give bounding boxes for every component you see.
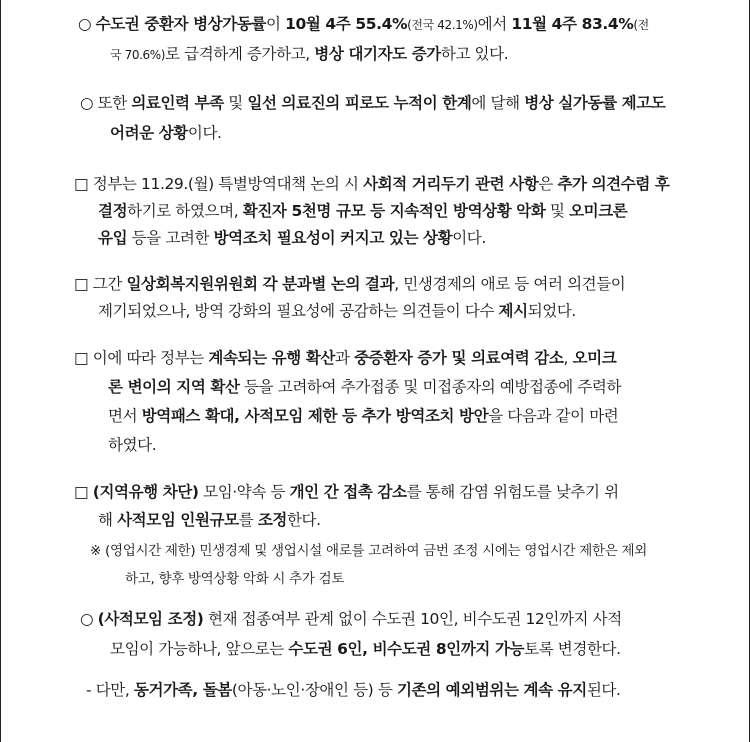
bold-text-segment: 유입 (98, 229, 128, 247)
text-segment: (전 (633, 18, 649, 32)
text-line (98, 508, 321, 530)
bold-text-segment: 병상 대기자도 증가 (314, 45, 441, 63)
bold-text-segment: 11월 4주 83.4% (511, 15, 634, 33)
text-segment: 모임이 가능하나, 앞으로는 (110, 640, 289, 658)
text-line (80, 91, 665, 113)
bold-text-segment: 일상회복지원위원회 각 분과별 논의 결과 (126, 275, 395, 293)
bold-text-segment: 사적모임 인원규모 (117, 511, 239, 529)
text-line (108, 375, 621, 397)
bold-text-segment: 의료인력 부족 (131, 94, 224, 112)
text-line (110, 637, 621, 659)
text-line (98, 226, 486, 248)
bold-text-segment: (사적모임 조정) (97, 610, 204, 628)
bold-text-segment: 수도권 6인, 비수도권 8인까지 가능 (288, 640, 525, 658)
text-segment: 에 달해 (471, 94, 525, 112)
text-segment: 은 (538, 175, 558, 193)
text-segment: 되었다. (527, 302, 576, 320)
text-segment: 하고 있다. (440, 45, 509, 63)
bold-text-segment: 동거가족, 돌봄 (133, 681, 232, 699)
bold-text-segment: 오미크론 (569, 202, 628, 220)
text-line (74, 172, 669, 194)
text-segment: 제기되었으나, 방역 강화의 필요성에 공감하는 의견들이 다수 (98, 302, 499, 320)
text-segment: 및 (223, 94, 248, 112)
bold-text-segment: 사회적 거리두기 관련 사항 (363, 175, 539, 193)
text-segment: 해 (98, 511, 118, 529)
text-line (110, 121, 222, 143)
text-segment: □ (74, 483, 93, 501)
text-segment: 에서 (477, 15, 512, 33)
text-line (98, 299, 576, 321)
text-segment: , (563, 349, 573, 367)
text-line (86, 678, 621, 700)
text-segment: 를 통해 감염 위험도를 낮추기 위 (406, 483, 619, 501)
text-line (74, 272, 625, 294)
bold-text-segment: 병상 실가동률 제고도 (524, 94, 666, 112)
text-line (98, 199, 627, 221)
bold-text-segment: 결정 (98, 202, 128, 220)
text-segment: 하였다. (108, 436, 157, 454)
bold-text-segment: 개인 간 접촉 감소 (289, 483, 407, 501)
bold-text-segment: 기존의 예외범위는 계속 유지 (396, 681, 587, 699)
text-segment: 를 (238, 511, 258, 529)
text-line (74, 480, 619, 502)
text-segment: 이다. (452, 229, 486, 247)
text-line (74, 346, 616, 368)
bold-text-segment: 방역조치 필요성이 커지고 있는 상황 (213, 229, 453, 247)
text-line (108, 404, 618, 426)
text-segment: □ 이에 따라 정부는 (74, 349, 209, 367)
text-segment: □ 그간 (74, 275, 127, 293)
bold-text-segment: 계속되는 유행 확산 (208, 349, 335, 367)
text-segment: 과 (334, 349, 355, 367)
bold-text-segment: 제시 (498, 302, 528, 320)
text-segment: 한다. (286, 511, 321, 529)
text-line (90, 539, 647, 559)
text-line (78, 12, 649, 34)
text-segment: 이 (265, 15, 286, 33)
bold-text-segment: 론 변이의 지역 확산 (108, 378, 240, 396)
bold-text-segment: 방역패스 확대, 사적모임 제한 등 추가 방역조치 방안 (141, 407, 489, 425)
text-segment: , 민생경제의 애로 등 여러 의견들이 (394, 275, 626, 293)
bold-text-segment: (지역유행 차단) (92, 483, 199, 501)
text-segment: 등을 고려한 (127, 229, 214, 247)
bold-text-segment: 확진자 5천명 규모 등 지속적인 방역상황 악화 (242, 202, 546, 220)
bold-text-segment: 일선 의료진의 피로도 누적이 한계 (247, 94, 472, 112)
text-segment: ○ (80, 610, 98, 628)
text-segment: (아동·노인·장애인 등) 등 (231, 681, 397, 699)
text-segment: 로 급격하게 증가하고, (165, 45, 315, 63)
text-segment: ○ 또한 (80, 94, 132, 112)
text-segment: 하고, 향후 방역상황 악화 시 추가 검토 (125, 571, 345, 587)
text-segment: ○ (78, 15, 96, 33)
bold-text-segment: 오미크 (572, 349, 617, 367)
text-segment: □ 정부는 11.29.(월) 특별방역대책 논의 시 (74, 175, 364, 193)
bold-text-segment: 10월 4주 55.4% (285, 15, 408, 33)
text-segment: ※ (영업시간 제한) 민생경제 및 생업시설 애로를 고려하여 금번 조정 시에는 영업시간 제한은 제외 (90, 543, 647, 559)
text-segment: 하기로 하였으며, (127, 202, 243, 220)
text-segment: 및 (545, 202, 570, 220)
text-line (110, 42, 508, 64)
bold-text-segment: 어려운 상황 (110, 124, 188, 142)
text-segment: 국 70.6%) (110, 48, 166, 62)
text-line (125, 567, 344, 587)
text-segment: - 다만, (86, 681, 134, 699)
text-segment: 모임·약속 등 (198, 483, 290, 501)
bold-text-segment: 추가 의견수렴 후 (557, 175, 670, 193)
text-segment: 토록 변경한다. (524, 640, 621, 658)
bold-text-segment: 중증환자 증가 및 의료여력 감소 (354, 349, 564, 367)
text-segment: 현재 접종여부 관계 없이 수도권 10인, 비수도권 12인까지 사적 (203, 610, 622, 628)
text-segment: 된다. (586, 681, 621, 699)
text-segment: 등을 고려하여 추가접종 및 미접종자의 예방접종에 주력하 (239, 378, 622, 396)
text-segment: 을 다음과 같이 마련 (488, 407, 619, 425)
text-segment: 이다. (187, 124, 222, 142)
bold-text-segment: 수도권 중환자 병상가동률 (95, 15, 266, 33)
text-segment: (전국 42.1%) (407, 18, 478, 32)
text-line (80, 607, 622, 629)
bold-text-segment: 조정 (257, 511, 287, 529)
text-line (108, 433, 156, 455)
text-segment: 면서 (108, 407, 142, 425)
